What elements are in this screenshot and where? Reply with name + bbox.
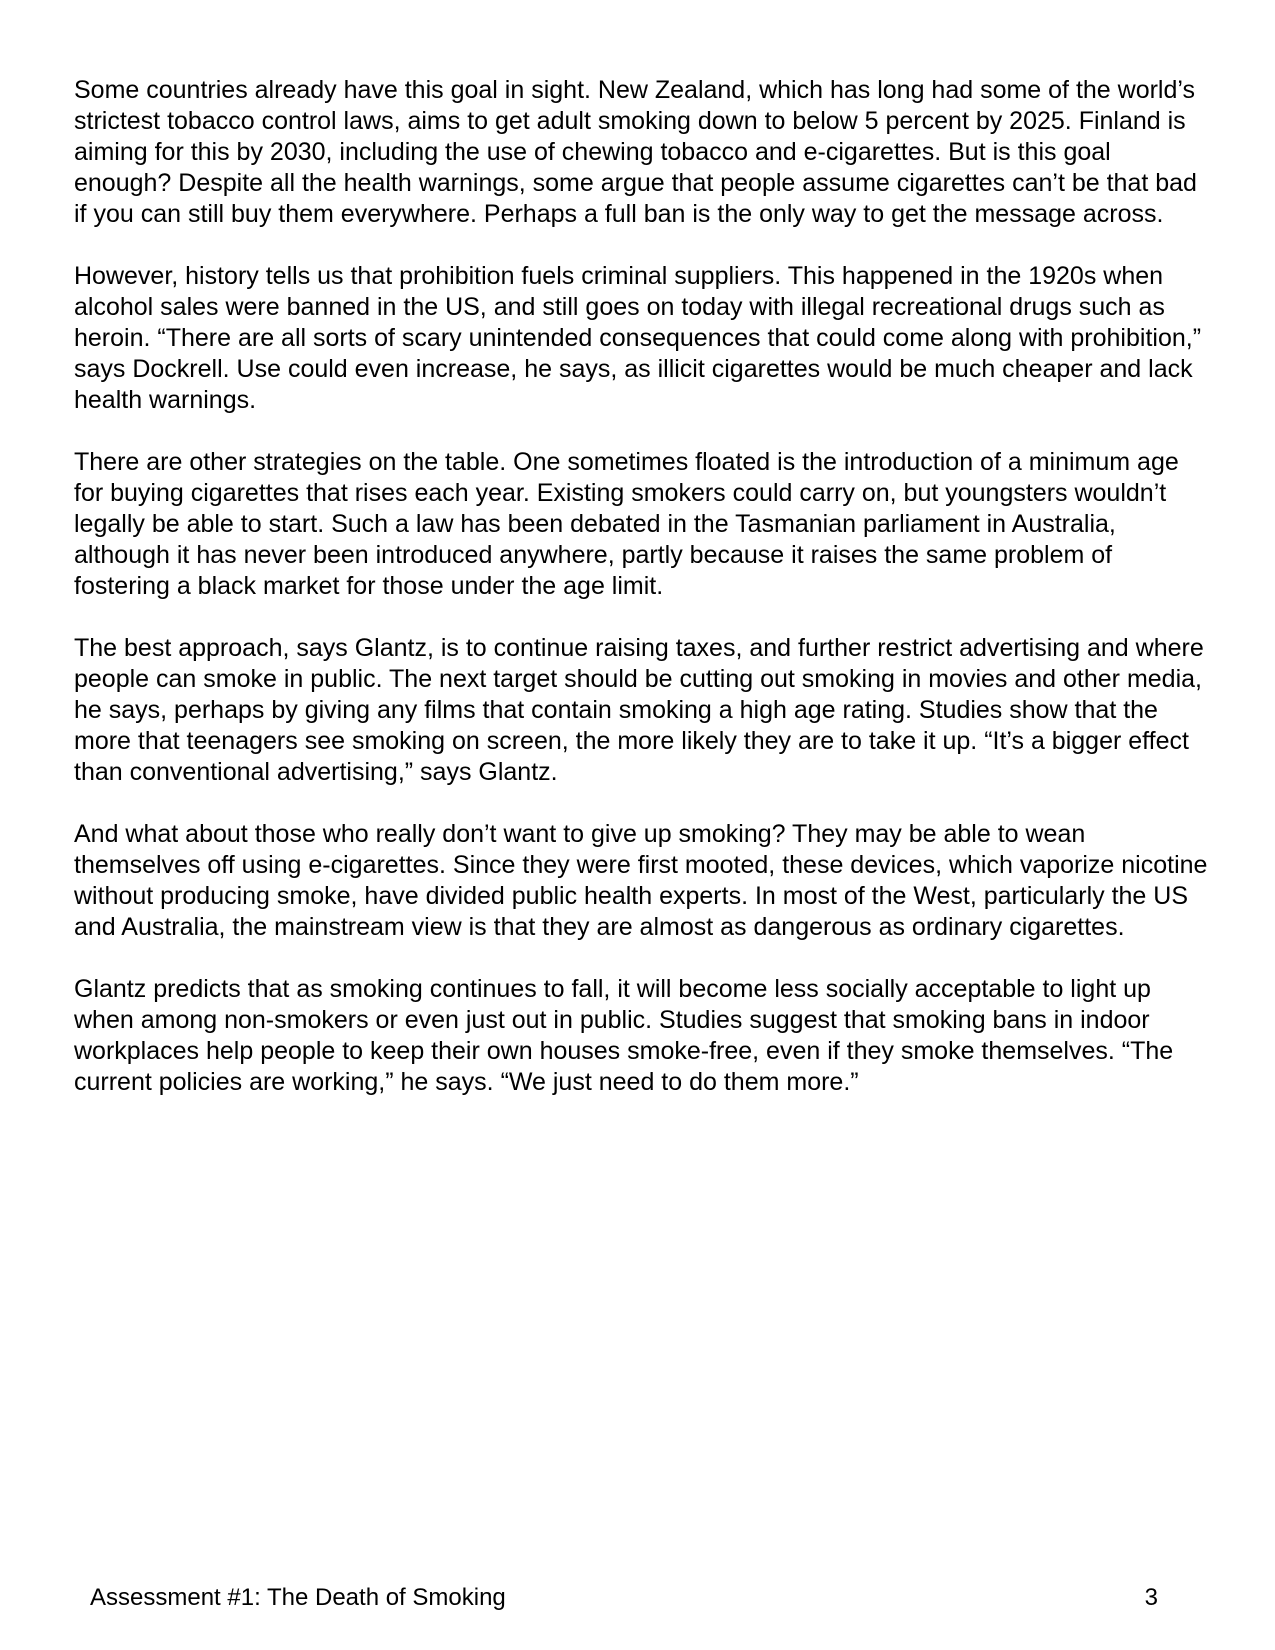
document-body bbox=[74, 75, 1209, 1129]
page-number: 3 bbox=[1144, 1584, 1158, 1611]
paragraph: However, history tells us that prohibition fuels criminal suppliers. This happened in the 1920s when alcohol sales were banned in the US, and still goes on today with illegal recreational drugs such as heroin. “There are all sorts of scary unintended consequences that could come along with prohibition,” says Dockrell. Use could even increase, he says, as illicit cigarettes would be much cheaper and lack health warnings. bbox=[74, 262, 1202, 414]
page-footer bbox=[90, 1583, 1158, 1613]
footer-title: Assessment #1: The Death of Smoking bbox=[90, 1584, 506, 1611]
paragraph: Some countries already have this goal in sight. New Zealand, which has long had some of the world’s strictest tobacco control laws, aims to get adult smoking down to below 5 percent by 2025. Finland is aiming for this by 2030, including the use of chewing tobacco and e-cigarettes. But is this goal enough? Despite all the health warnings, some argue that people assume cigarettes can’t be that bad if you can still buy them everywhere. Perhaps a full ban is the only way to get the message across. bbox=[74, 76, 1197, 228]
paragraph: And what about those who really don’t want to give up smoking? They may be able to wean themselves off using e-cigarettes. Since they were first mooted, these devices, which vaporize nicotine without producing smoke, have divided public health experts. In most of the West, particularly the US and Australia, the mainstream view is that they are almost as dangerous as ordinary cigarettes. bbox=[74, 820, 1208, 941]
paragraph: The best approach, says Glantz, is to continue raising taxes, and further restrict advertising and where people can smoke in public. The next target should be cutting out smoking in movies and other media, he says, perhaps by giving any films that contain smoking a high age rating. Studies show that the more that teenagers see smoking on screen, the more likely they are to take it up. “It’s a bigger effect than conventional advertising,” says Glantz. bbox=[74, 634, 1204, 786]
paragraph: There are other strategies on the table. One sometimes floated is the introduction of a minimum age for buying cigarettes that rises each year. Existing smokers could carry on, but youngsters wouldn’t legally be able to start. Such a law has been debated in the Tasmanian parliament in Australia, although it has never been introduced anywhere, partly because it raises the same problem of fostering a black market for those under the age limit. bbox=[74, 448, 1179, 600]
paragraph: Glantz predicts that as smoking continues to fall, it will become less socially acceptable to light up when among non-smokers or even just out in public. Studies suggest that smoking bans in indoor workplaces help people to keep their own houses smoke-free, even if they smoke themselves. “The current policies are working,” he says. “We just need to do them more.” bbox=[74, 975, 1174, 1096]
